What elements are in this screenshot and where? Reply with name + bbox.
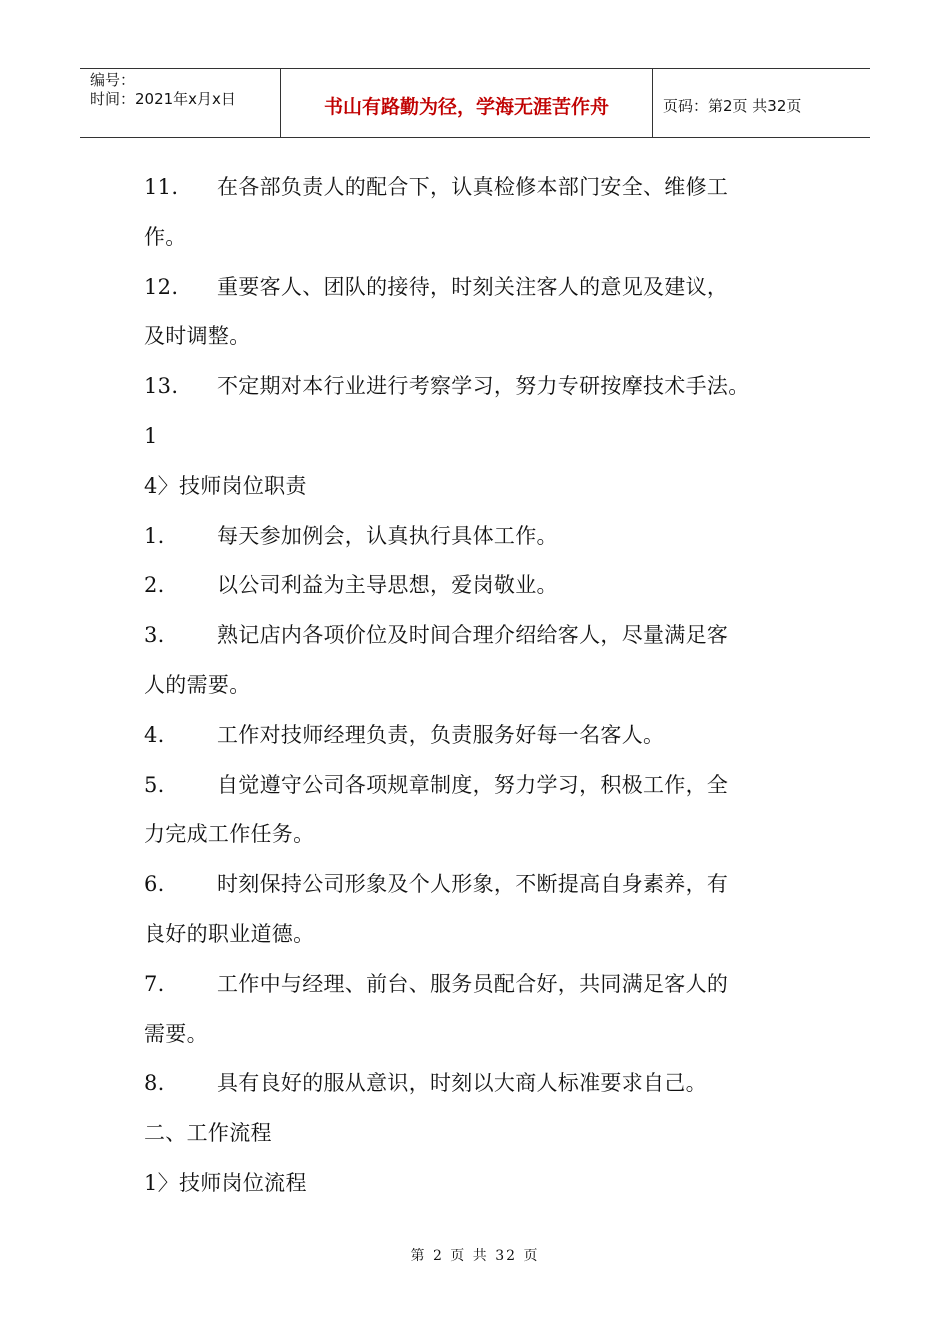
number-label: 编号： <box>90 71 136 89</box>
document-line <box>144 213 816 263</box>
document-line <box>144 163 816 213</box>
line-text: 1 <box>144 423 158 448</box>
line-text: 力完成工作任务。 <box>144 822 315 847</box>
line-text: 良好的职业道德。 <box>144 921 315 946</box>
line-text: 需要。 <box>144 1021 208 1046</box>
item-number: 11. <box>144 175 179 199</box>
item-number: 7. <box>144 971 165 996</box>
document-line <box>144 1059 816 1109</box>
line-text: 以公司利益为主导思想，爱岗敬业。 <box>217 573 558 598</box>
line-text: 及时调整。 <box>144 324 251 349</box>
item-number: 13. <box>144 374 179 399</box>
line-text: 1〉技师岗位流程 <box>144 1170 307 1195</box>
document-line <box>144 761 816 811</box>
document-line <box>144 362 816 412</box>
document-line <box>144 810 816 860</box>
line-text: 具有良好的服从意识，时刻以大商人标准要求自己。 <box>217 1071 707 1096</box>
document-line <box>144 512 816 562</box>
item-number: 3. <box>144 623 165 648</box>
item-number: 4. <box>144 722 165 747</box>
document-line <box>144 312 816 362</box>
line-text: 工作中与经理、前台、服务员配合好，共同满足客人的 <box>217 971 729 996</box>
document-line <box>144 661 816 711</box>
document-line <box>144 910 816 960</box>
document-line <box>144 412 816 462</box>
page-header <box>80 68 870 138</box>
page-footer: 第 2 页 共 32 页 <box>410 1248 540 1264</box>
line-text: 自觉遵守公司各项规章制度，努力学习，积极工作，全 <box>217 772 729 797</box>
document-line <box>144 860 816 910</box>
document-line <box>144 1010 816 1060</box>
document-line <box>144 561 816 611</box>
line-text: 熟记店内各项价位及时间合理介绍给客人，尽量满足客 <box>217 623 729 648</box>
document-body <box>144 163 816 1209</box>
document-line <box>144 1109 816 1159</box>
document-line <box>144 263 816 313</box>
line-text: 每天参加例会，认真执行具体工作。 <box>217 523 558 548</box>
line-text: 在各部负责人的配合下，认真检修本部门安全、维修工 <box>217 175 729 199</box>
document-line <box>144 611 816 661</box>
item-number: 6. <box>144 872 165 897</box>
line-text: 作。 <box>144 224 187 249</box>
document-line <box>144 711 816 761</box>
item-number: 1. <box>144 523 165 548</box>
time-label: 时间：2021年x月x日 <box>90 90 236 108</box>
line-text: 不定期对本行业进行考察学习，努力专研按摩技术手法。 <box>217 374 750 399</box>
document-line <box>144 960 816 1010</box>
line-text: 二、工作流程 <box>144 1121 272 1146</box>
line-text: 重要客人、团队的接待，时刻关注客人的意见及建议， <box>217 274 729 299</box>
document-line <box>144 1159 816 1209</box>
line-text: 时刻保持公司形象及个人形象，不断提高自身素养，有 <box>217 872 729 897</box>
header-page-label: 页码：第2页 共32页 <box>663 96 802 115</box>
item-number: 8. <box>144 1071 165 1096</box>
item-number: 2. <box>144 573 165 598</box>
item-number: 5. <box>144 772 165 797</box>
document-line <box>144 462 816 512</box>
header-meta <box>80 69 281 137</box>
line-text: 工作对技师经理负责，负责服务好每一名客人。 <box>217 722 665 747</box>
line-text: 4〉技师岗位职责 <box>144 473 307 498</box>
line-text: 人的需要。 <box>144 672 251 697</box>
header-motto: 书山有路勤为径，学海无涯苦作舟 <box>281 69 653 137</box>
item-number: 12. <box>144 274 179 299</box>
